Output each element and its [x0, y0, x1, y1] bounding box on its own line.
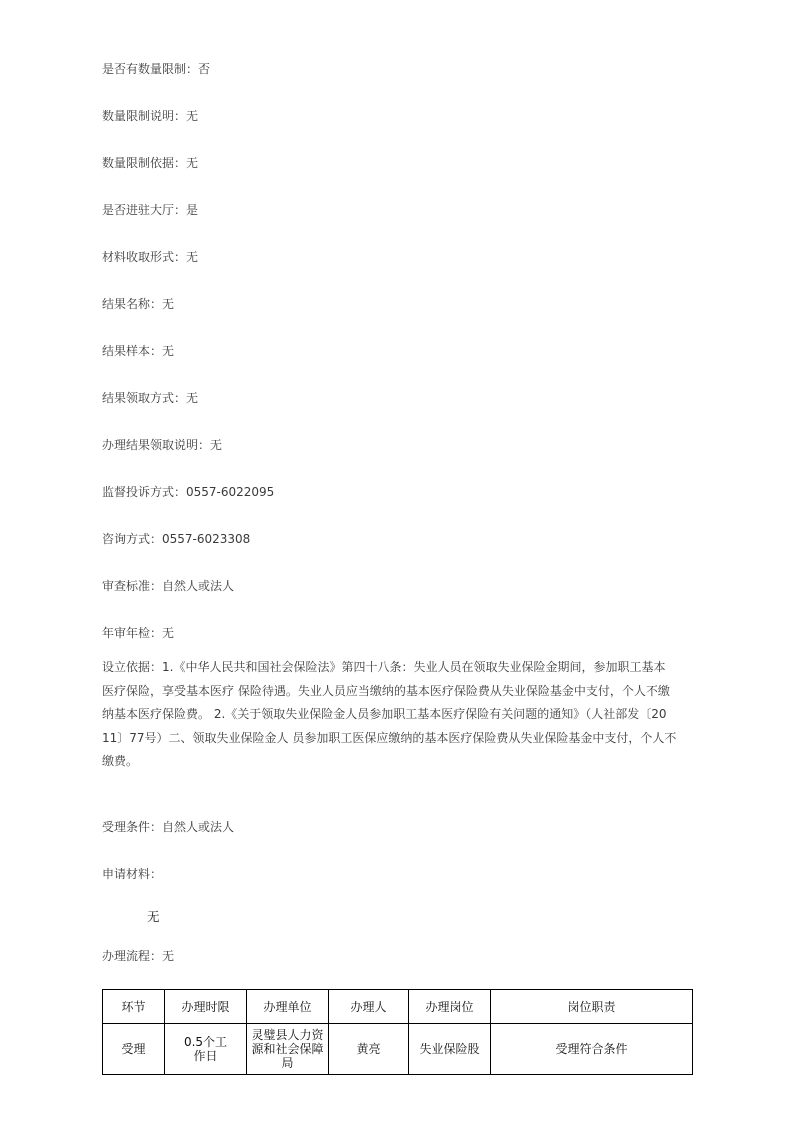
field-conditions: 受理条件：自然人或法人 — [102, 820, 235, 834]
header-time-limit: 办理时限 — [165, 990, 247, 1024]
field-quantity-limit: 是否有数量限制：否 — [102, 62, 211, 76]
table-header-row — [103, 990, 693, 1024]
basis-line: 医疗保险，享受基本医疗 保险待遇。失业人员应当缴纳的基本医疗保险费从失业保险基金中支付，个人不缴 — [102, 683, 670, 698]
basis-line: 纳基本医疗保险费。 2.《关于领取失业保险金人员参加职工基本医疗保险有关问题的通知》（人社部发〔20 — [102, 707, 667, 721]
cell-handler: 黄亮 — [329, 1024, 409, 1075]
cell-time-limit — [165, 1024, 247, 1075]
field-in-hall: 是否进驻大厅：是 — [102, 203, 199, 217]
header-unit: 办理单位 — [247, 990, 329, 1024]
basis-line: 设立依据：1.《中华人民共和国社会保险法》第四十八条：失业人员在领取失业保险金期间，参加职工基本 — [102, 660, 666, 674]
field-result-pickup: 结果领取方式：无 — [102, 391, 199, 405]
field-review-standard: 审查标准：自然人或法人 — [102, 579, 235, 593]
basis-paragraph — [102, 656, 682, 774]
cell-time-limit-text: 0.5个工作日 — [183, 1035, 228, 1063]
field-complaint-contact: 监督投诉方式：0557-6022095 — [102, 485, 275, 499]
field-material-form: 材料收取形式：无 — [102, 250, 199, 264]
field-materials-label: 申请材料： — [102, 867, 163, 881]
header-post: 办理岗位 — [409, 990, 491, 1024]
header-step: 环节 — [103, 990, 165, 1024]
field-process: 办理流程：无 — [102, 949, 175, 963]
field-quantity-limit-basis: 数量限制依据：无 — [102, 156, 199, 170]
field-result-name: 结果名称：无 — [102, 297, 175, 311]
cell-duty: 受理符合条件 — [491, 1024, 693, 1075]
process-table — [102, 989, 693, 1075]
field-result-sample: 结果样本：无 — [102, 344, 175, 358]
field-quantity-limit-note: 数量限制说明：无 — [102, 109, 199, 123]
table-row — [103, 1024, 693, 1075]
basis-line: 11〕77号）二、领取失业保险金人 员参加职工医保应缴纳的基本医疗保险费从失业保险基金中支付，个人不 — [102, 730, 677, 745]
field-consult-contact: 咨询方式：0557-6023308 — [102, 532, 251, 546]
cell-step: 受理 — [103, 1024, 165, 1075]
cell-post: 失业保险股 — [409, 1024, 491, 1075]
field-materials-value: 无 — [147, 909, 160, 924]
cell-unit-text: 灵璧县人力资源和社会保障局 — [251, 1028, 324, 1070]
header-duty: 岗位职责 — [491, 990, 693, 1024]
cell-unit — [247, 1024, 329, 1075]
header-handler: 办理人 — [329, 990, 409, 1024]
field-result-pickup-note: 办理结果领取说明：无 — [102, 438, 223, 452]
field-annual-review: 年审年检：无 — [102, 626, 175, 640]
basis-line: 缴费。 — [102, 754, 139, 768]
